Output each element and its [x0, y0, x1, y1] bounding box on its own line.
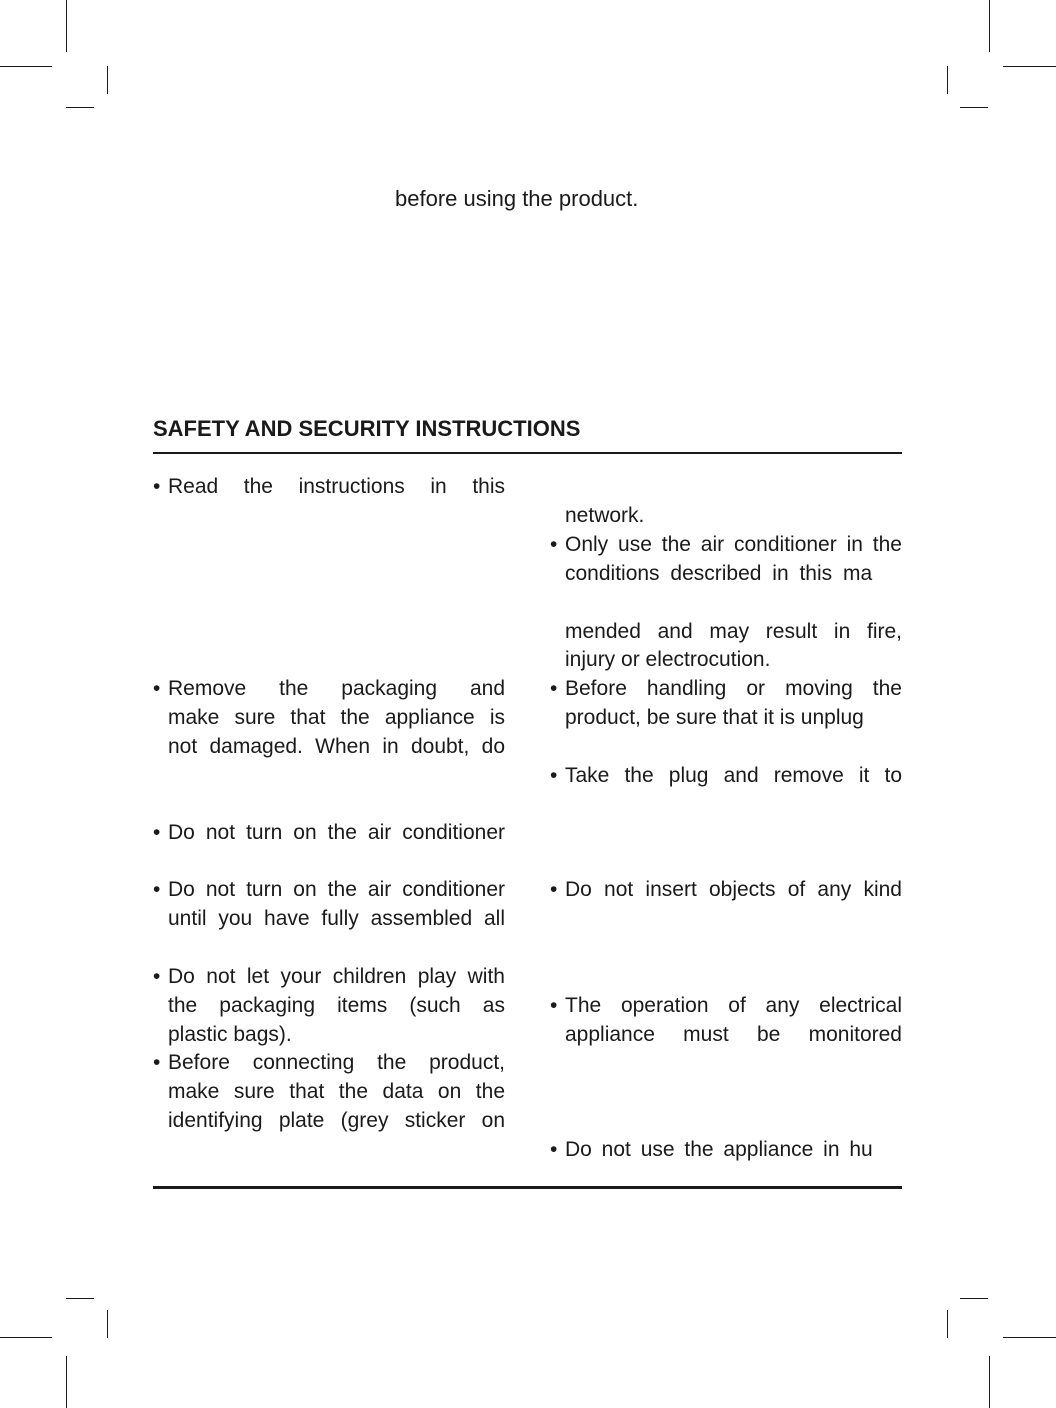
- item-text: Remove the packaging and: [168, 677, 505, 700]
- list-item: [550, 1135, 902, 1164]
- item-text: appliance must be monitored: [565, 1023, 902, 1046]
- item-text: Do not turn on the air conditioner: [168, 878, 505, 901]
- list-item: [153, 1048, 505, 1077]
- bullet: •: [153, 475, 161, 498]
- item-text: the packaging items (such as: [168, 994, 505, 1017]
- list-item: [153, 904, 505, 933]
- list-item: [550, 674, 902, 703]
- list-item: [550, 761, 902, 790]
- section-title: SAFETY AND SECURITY INSTRUCTIONS: [153, 416, 581, 441]
- list-item: [550, 530, 902, 559]
- list-item: [550, 645, 902, 674]
- list-item: [153, 732, 505, 761]
- bottom-rule: [153, 1186, 902, 1189]
- list-item: [153, 1020, 505, 1049]
- crop-mark: [107, 1310, 108, 1338]
- crop-mark: [66, 1298, 94, 1299]
- bullet: •: [153, 965, 161, 988]
- crop-mark: [0, 66, 52, 67]
- title-rule: [153, 452, 902, 454]
- item-text: injury or electrocution.: [565, 648, 771, 671]
- list-item: [153, 818, 505, 847]
- list-item: [153, 703, 505, 732]
- item-text: make sure that the data on the: [168, 1080, 505, 1103]
- item-text: Take the plug and remove it to: [565, 764, 902, 787]
- item-text: Before connecting the product,: [168, 1051, 505, 1074]
- bullet: •: [153, 677, 161, 700]
- crop-mark: [947, 66, 948, 94]
- item-text: network.: [565, 504, 645, 527]
- crop-mark: [1003, 1337, 1056, 1338]
- crop-mark: [0, 1337, 52, 1338]
- bullet: •: [550, 533, 558, 556]
- item-text: until you have fully assembled all: [168, 907, 505, 930]
- list-item: [153, 472, 505, 501]
- crop-mark: [107, 66, 108, 94]
- crop-mark: [66, 1356, 67, 1408]
- bullet: •: [550, 764, 558, 787]
- item-text: not damaged. When in doubt, do: [168, 735, 505, 758]
- list-item: [153, 1106, 505, 1135]
- list-item: [550, 703, 902, 732]
- item-text: Do not turn on the air conditioner: [168, 821, 505, 844]
- item-text: The operation of any electrical: [565, 994, 902, 1017]
- crop-mark: [66, 0, 67, 52]
- list-item: [550, 617, 902, 646]
- item-text: product, be sure that it is unplug: [565, 706, 864, 729]
- item-text: conditions described in this ma: [565, 562, 873, 585]
- list-item: [550, 501, 902, 530]
- item-text: mended and may result in fire,: [565, 620, 902, 643]
- crop-mark: [947, 1310, 948, 1338]
- item-text: Do not use the appliance in hu: [565, 1138, 873, 1161]
- crop-mark: [960, 107, 988, 108]
- item-text: Do not let your children play with: [168, 965, 505, 988]
- bullet: •: [550, 994, 558, 1017]
- list-item: [550, 875, 902, 904]
- crop-mark: [66, 107, 94, 108]
- bullet: •: [550, 1138, 558, 1161]
- list-item: [153, 962, 505, 991]
- list-item: [550, 991, 902, 1020]
- list-item: [153, 674, 505, 703]
- crop-mark: [989, 0, 990, 52]
- bullet: •: [153, 821, 161, 844]
- list-item: [153, 991, 505, 1020]
- list-item: [550, 1020, 902, 1049]
- item-text: Read the instructions in this: [168, 475, 505, 498]
- item-text: plastic bags).: [168, 1023, 292, 1046]
- intro-text: before using the product.: [395, 186, 639, 211]
- bullet: •: [153, 1051, 161, 1074]
- bullet: •: [550, 878, 558, 901]
- crop-mark: [960, 1298, 988, 1299]
- item-text: Before handling or moving the: [565, 677, 902, 700]
- item-text: Only use the air conditioner in the: [565, 533, 902, 556]
- crop-mark: [989, 1356, 990, 1408]
- item-text: Do not insert objects of any kind: [565, 878, 902, 901]
- bullet: •: [550, 677, 558, 700]
- bullet: •: [153, 878, 161, 901]
- list-item: [153, 875, 505, 904]
- crop-mark: [1003, 66, 1056, 67]
- item-text: make sure that the appliance is: [168, 706, 505, 729]
- list-item: [550, 559, 902, 588]
- item-text: identifying plate (grey sticker on: [168, 1109, 505, 1132]
- list-item: [153, 1077, 505, 1106]
